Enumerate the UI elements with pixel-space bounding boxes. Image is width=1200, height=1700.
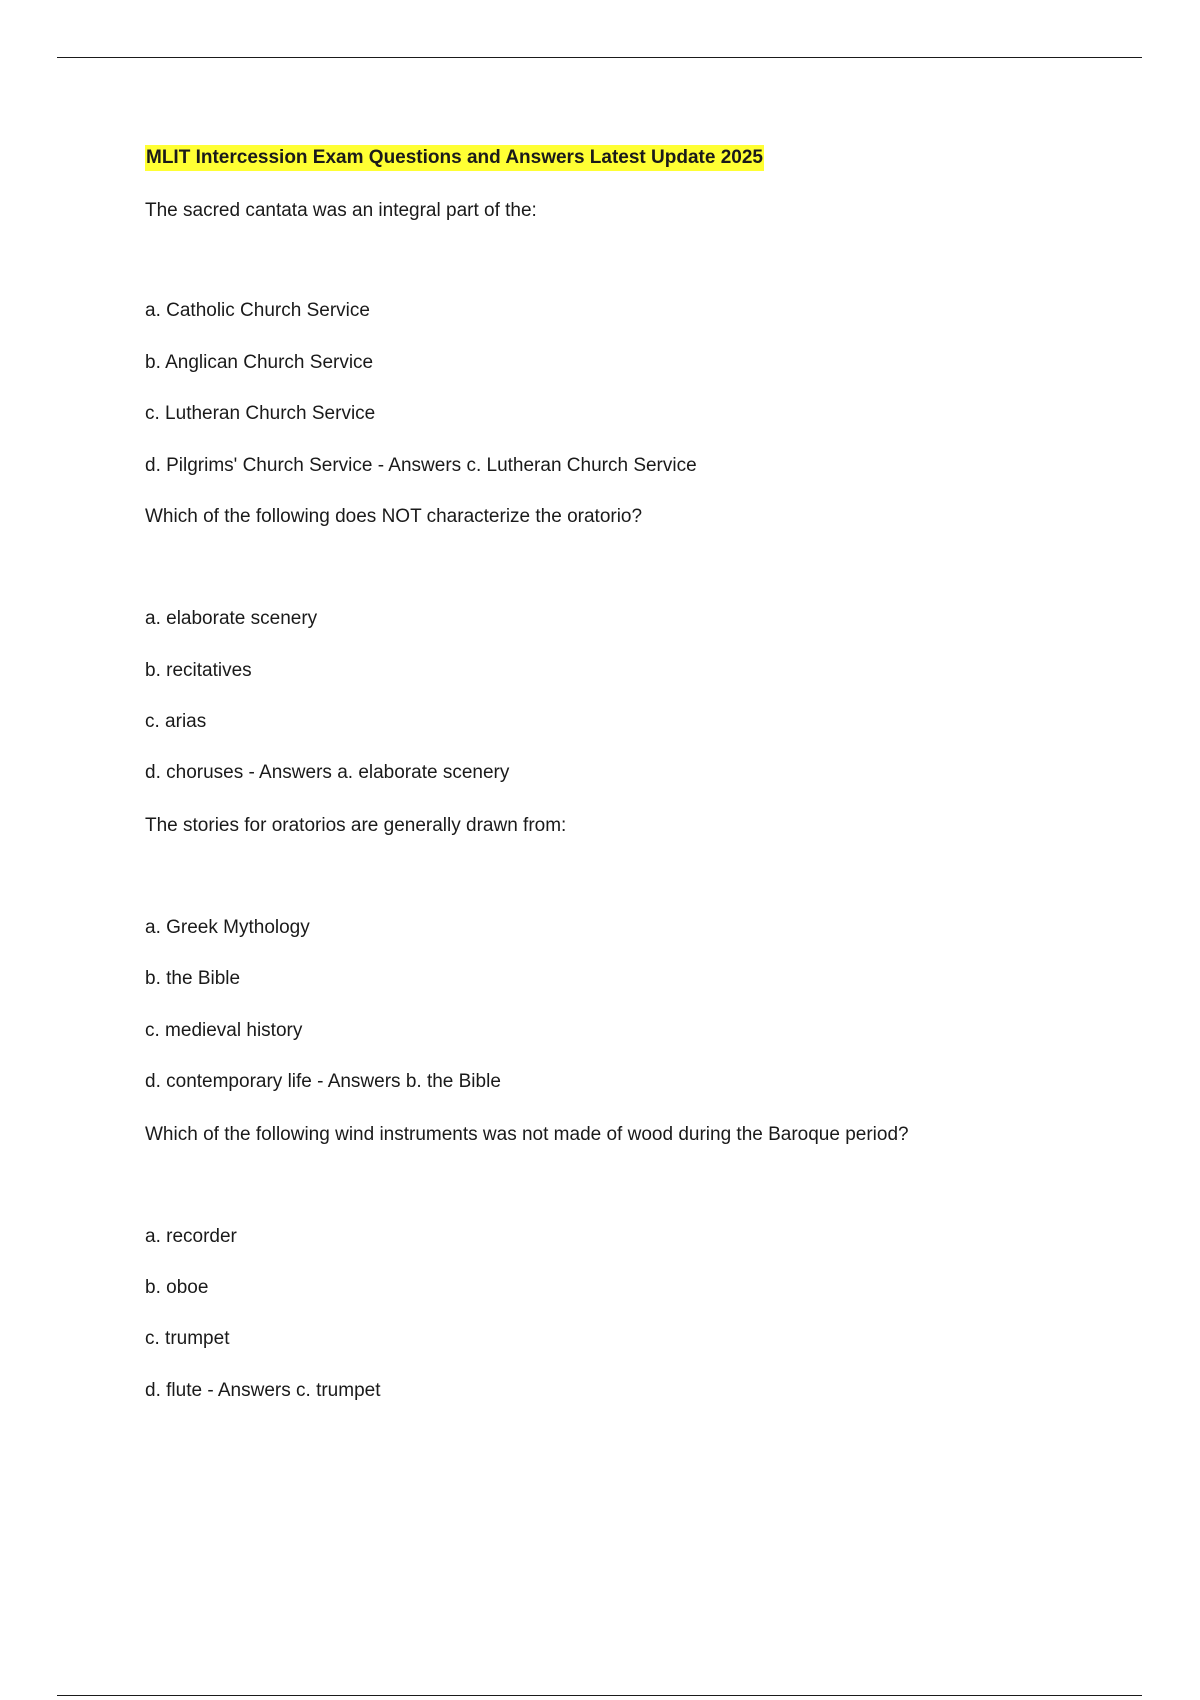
answer-option: c. trumpet [145,1328,230,1349]
answer-option-with-answer: d. choruses - Answers a. elaborate scenery [145,762,510,783]
answer-option: b. recitatives [145,660,252,681]
answer-option: b. Anglican Church Service [145,352,374,373]
answer-option: c. Lutheran Church Service [145,403,376,424]
answer-option: c. medieval history [145,1020,303,1041]
document-title: MLIT Intercession Exam Questions and Answers Latest Update 2025 [145,145,764,171]
top-rule [57,57,1142,58]
question-prompt: The sacred cantata was an integral part of the: [145,200,537,221]
bottom-rule [57,1695,1142,1696]
answer-option: a. recorder [145,1226,237,1247]
answer-option-with-answer: d. flute - Answers c. trumpet [145,1380,381,1401]
answer-option: a. Greek Mythology [145,917,310,938]
answer-option: c. arias [145,711,207,732]
answer-option: b. the Bible [145,968,241,989]
answer-option: a. elaborate scenery [145,608,318,629]
answer-option-with-answer: d. Pilgrims' Church Service - Answers c. Lutheran Church Service [145,455,697,476]
question-prompt: The stories for oratorios are generally drawn from: [145,815,567,836]
question-prompt: Which of the following does NOT characterize the oratorio? [145,506,643,527]
question-prompt: Which of the following wind instruments was not made of wood during the Baroque period? [145,1124,909,1145]
answer-option-with-answer: d. contemporary life - Answers b. the Bible [145,1071,501,1092]
answer-option: b. oboe [145,1277,209,1298]
answer-option: a. Catholic Church Service [145,300,370,321]
